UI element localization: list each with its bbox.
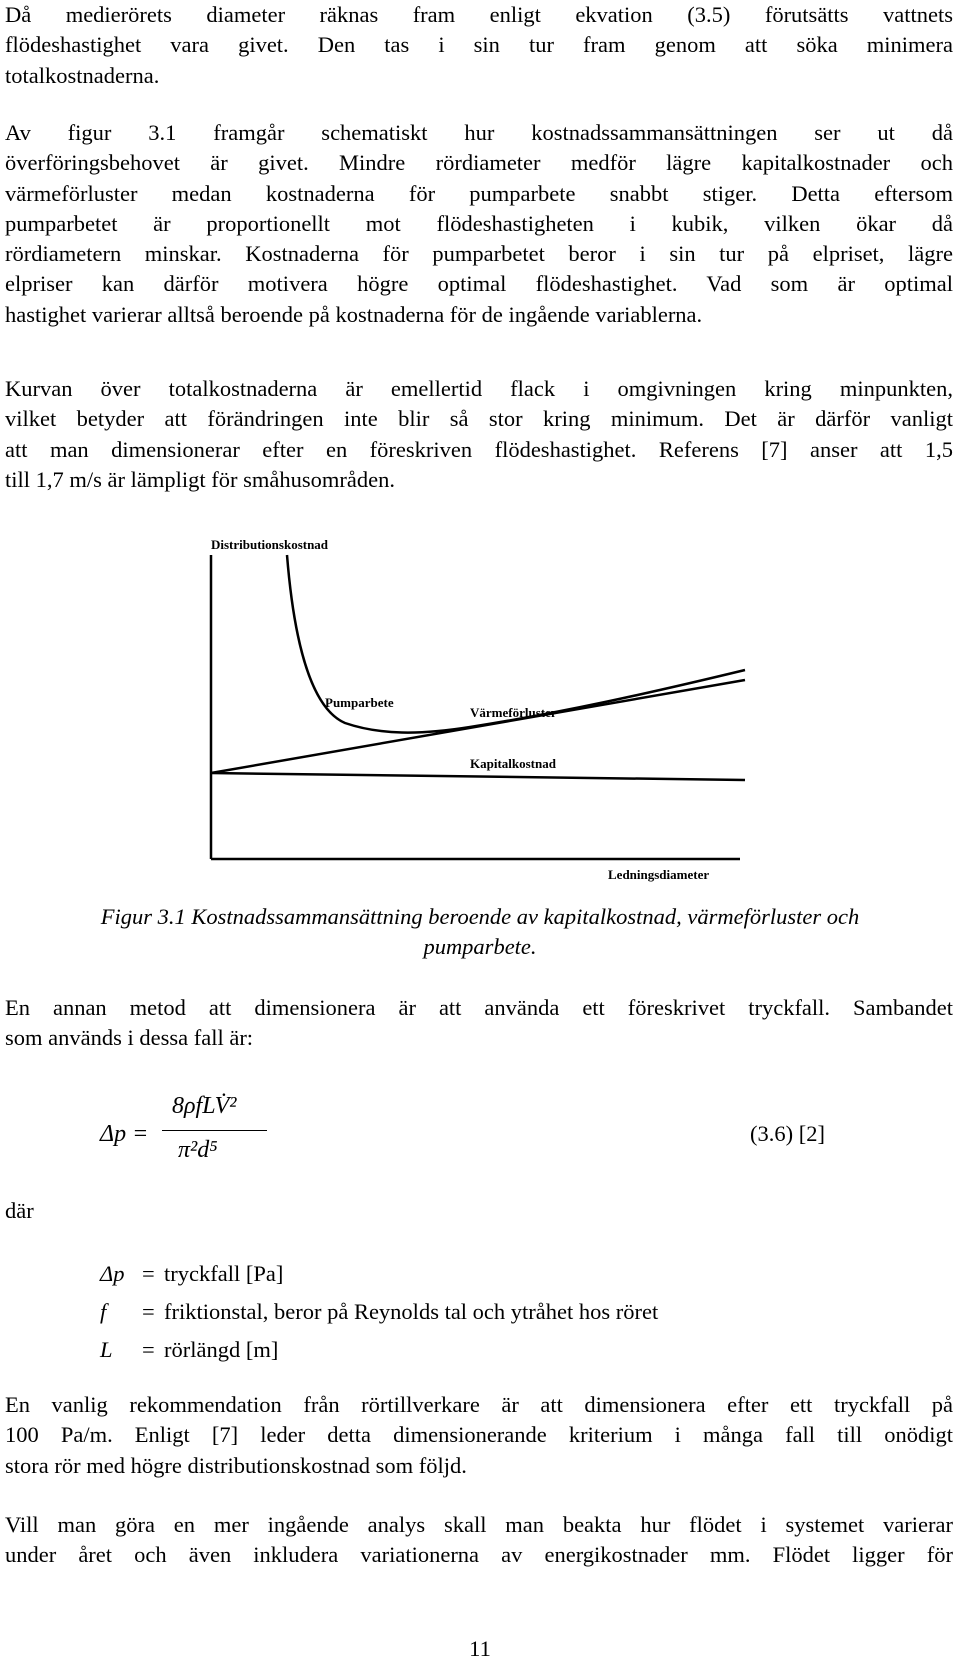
text-line: Av figur 3.1 framgår schematiskt hur kostnadssammansättningen ser ut då [5,120,953,145]
definition-text: rörlängd [m] [164,1337,279,1362]
definition-text: tryckfall [Pa] [164,1261,284,1286]
pump-label: Pumparbete [325,695,394,710]
text-line: flödeshastighet vara givet. Den tas i sin tur fram genom att söka minimera [5,32,953,58]
definition-row [100,1331,658,1369]
cost-figure [0,535,960,895]
text-line: rördiametern minskar. Kostnaderna för pumparbetet beror i sin tur på elpriset, lägre [5,241,953,267]
text-line: hastighet varierar alltså beroende på kostnaderna för de ingående variablerna. [5,301,703,327]
equation-number: (3.6) [2] [750,1121,825,1146]
equation-denominator: π²d⁵ [178,1137,218,1163]
definition-symbol: L [100,1337,113,1362]
y-axis-label: Distributionskostnad [211,537,329,552]
symbol-definitions [100,1255,658,1369]
text-line: elpriser kan därför motivera högre optimal flödeshastighet. Vad som är optimal [5,271,953,297]
pump-work-curve [211,773,745,780]
text-line: pumparbetet är proportionellt mot flödeshastigheten i kubik, vilken ökar då [5,210,953,236]
definition-equals: = [142,1337,155,1362]
text-line: Kurvan över totalkostnaderna är emellertid flack i omgivningen kring minpunkten, [5,376,953,401]
text-line: värmeförluster medan kostnaderna för pumparbete snabbt stiger. Detta eftersom [5,180,953,206]
page-number: 11 [469,1636,491,1661]
text-line: Vill man göra en mer ingående analys skall man beakta hur flödet i systemet varierar [5,1512,953,1537]
paragraph-3 [5,374,953,495]
equation-numerator: 8ρfLV̇² [172,1093,237,1119]
paragraph-2 [5,118,953,330]
text-line: 100 Pa/m. Enligt [7] leder detta dimensionerande kriterium i många fall till onödigt [5,1422,953,1448]
fraction-bar [162,1130,267,1131]
definition-row [100,1255,658,1293]
definition-symbol: Δp [100,1261,125,1286]
text-line: En annan metod att dimensionera är att använda ett föreskrivet tryckfall. Sambandet [5,995,953,1020]
paragraph-4 [5,993,953,1054]
text-line: totalkostnaderna. [5,62,160,88]
text-line: vilket betyder att förändringen inte blir så stor kring minimum. Det är därför vanligt [5,406,953,432]
equation-lhs: Δp = [100,1121,149,1147]
caption-line: Figur 3.1 Kostnadssammansättning beroende av kapitalkostnad, värmeförluster och [100,904,860,929]
paragraph-6 [5,1510,953,1571]
text-line: under året och även inkludera variationerna av energikostnader mm. Flödet ligger för [5,1542,953,1568]
paragraph-5 [5,1390,953,1481]
dar-label: där [5,1198,34,1223]
caption-line: pumparbete. [423,934,537,959]
figure-caption [0,902,960,962]
text-line: som används i dessa fall är: [5,1025,254,1051]
definition-equals: = [142,1261,155,1286]
capital-label: Kapitalkostnad [470,756,556,771]
text-line: överföringsbehovet är givet. Mindre rördiameter medför lägre kapitalkostnader och [5,150,953,176]
equation-3-6 [100,1093,900,1173]
text-line: Då medierörets diameter räknas fram enligt ekvation (3.5) förutsätts vattnets [5,2,953,27]
text-line: stora rör med högre distributionskostnad som följd. [5,1452,467,1478]
definition-equals: = [142,1299,155,1324]
heat-loss-label: Värmeförluster [470,705,557,720]
text-line: att man dimensionerar efter en föreskriven flödeshastighet. Referens [7] anser att 1,5 [5,436,953,462]
x-axis-label: Ledningsdiameter [608,867,710,882]
definition-text: friktionstal, beror på Reynolds tal och ytråhet hos röret [164,1299,659,1324]
cost-diagram [0,535,960,895]
paragraph-1 [5,0,953,91]
definition-row [100,1293,658,1331]
text-line: En vanlig rekommendation från rörtillverkare är att dimensionera efter ett tryckfall på [5,1392,953,1417]
definition-symbol: f [100,1299,107,1324]
text-line: till 1,7 m/s är lämpligt för småhusområden. [5,466,395,492]
